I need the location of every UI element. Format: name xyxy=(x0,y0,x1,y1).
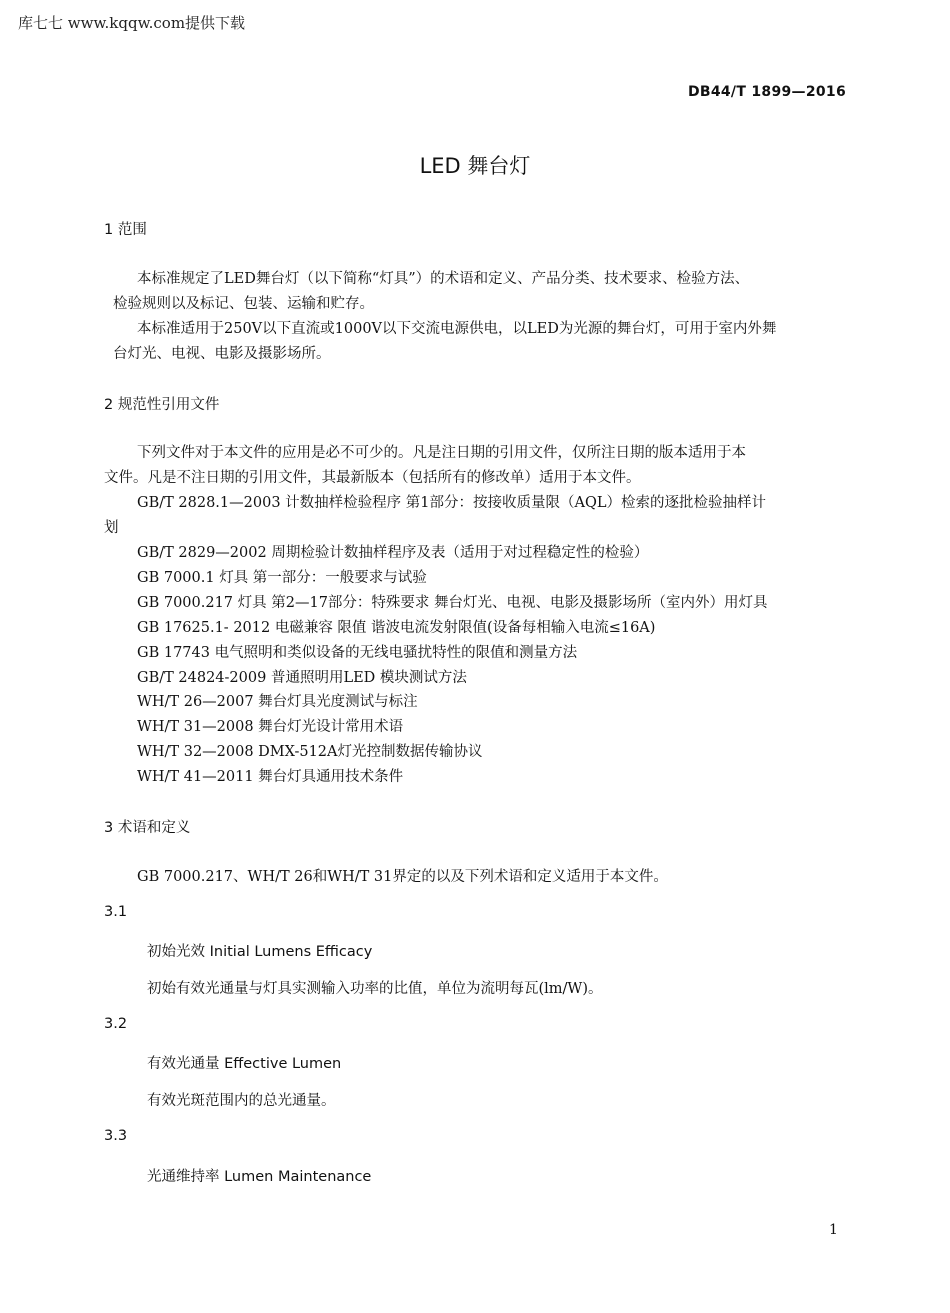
reference-item: GB 17625.1- 2012 电磁兼容 限值 谐波电流发射限值(设备每相输入电流≤16A) xyxy=(137,620,656,636)
term-number: 3.2 xyxy=(104,1016,128,1032)
reference-item: GB 17743 电气照明和类似设备的无线电骚扰特性的限值和测量方法 xyxy=(137,645,578,661)
section-2-heading: 2 规范性引用文件 xyxy=(104,397,220,413)
term-title: 光通维持率 Lumen Maintenance xyxy=(147,1169,372,1185)
section-3-intro: GB 7000.217、WH/T 26和WH/T 31界定的以及下列术语和定义适用于本文件。 xyxy=(137,869,668,885)
document-number: DB44/T 1899—2016 xyxy=(687,84,846,100)
section-2-intro-line-1: 下列文件对于本文件的应用是必不可少的。凡是注日期的引用文件，仅所注日期的版本适用于本 xyxy=(137,445,746,461)
reference-item: GB/T 2828.1—2003 计数抽样检验程序 第1部分：按接收质量限（AQL）检索的逐批检验抽样计 xyxy=(137,495,766,511)
page-number: 1 xyxy=(829,1222,838,1238)
term-title: 初始光效 Initial Lumens Efficacy xyxy=(147,944,373,960)
page-title: LED 舞台灯 xyxy=(419,154,531,178)
reference-item: WH/T 41—2011 舞台灯具通用技术条件 xyxy=(137,769,404,785)
reference-item: WH/T 26—2007 舞台灯具光度测试与标注 xyxy=(137,694,418,710)
reference-item: WH/T 32—2008 DMX-512A灯光控制数据传输协议 xyxy=(137,744,483,760)
reference-item: GB 7000.217 灯具 第2—17部分：特殊要求 舞台灯光、电视、电影及摄影场所（室内外）用灯具 xyxy=(137,595,768,611)
section-1-heading: 1 范围 xyxy=(104,222,147,238)
section-1-paragraph-1-line-2: 检验规则以及标记、包装、运输和贮存。 xyxy=(113,296,374,312)
section-1-paragraph-2-line-2: 台灯光、电视、电影及摄影场所。 xyxy=(113,346,331,362)
reference-item: GB/T 24824-2009 普通照明用LED 模块测试方法 xyxy=(137,670,467,686)
section-3-heading: 3 术语和定义 xyxy=(104,820,191,836)
term-number: 3.3 xyxy=(104,1128,128,1144)
term-number: 3.1 xyxy=(104,904,128,920)
reference-item: GB 7000.1 灯具 第一部分：一般要求与试验 xyxy=(137,570,427,586)
reference-item: WH/T 31—2008 舞台灯光设计常用术语 xyxy=(137,719,404,735)
term-definition: 初始有效光通量与灯具实测输入功率的比值，单位为流明每瓦(lm/W)。 xyxy=(147,981,603,997)
reference-item-continuation: 划 xyxy=(104,520,119,536)
section-2-intro-line-2: 文件。凡是不注日期的引用文件，其最新版本（包括所有的修改单）适用于本文件。 xyxy=(104,470,641,486)
term-definition: 有效光斑范围内的总光通量。 xyxy=(147,1093,336,1109)
section-1-paragraph-2-line-1: 本标准适用于250V以下直流或1000V以下交流电源供电，以LED为光源的舞台灯，可用于室内外舞 xyxy=(137,321,777,337)
term-title: 有效光通量 Effective Lumen xyxy=(147,1056,342,1072)
reference-item: GB/T 2829—2002 周期检验计数抽样程序及表（适用于对过程稳定性的检验） xyxy=(137,545,649,561)
watermark: 库七七 www.kqqw.com提供下载 xyxy=(18,14,246,32)
section-1-paragraph-1-line-1: 本标准规定了LED舞台灯（以下简称“灯具”）的术语和定义、产品分类、技术要求、检验方法、 xyxy=(137,271,750,287)
